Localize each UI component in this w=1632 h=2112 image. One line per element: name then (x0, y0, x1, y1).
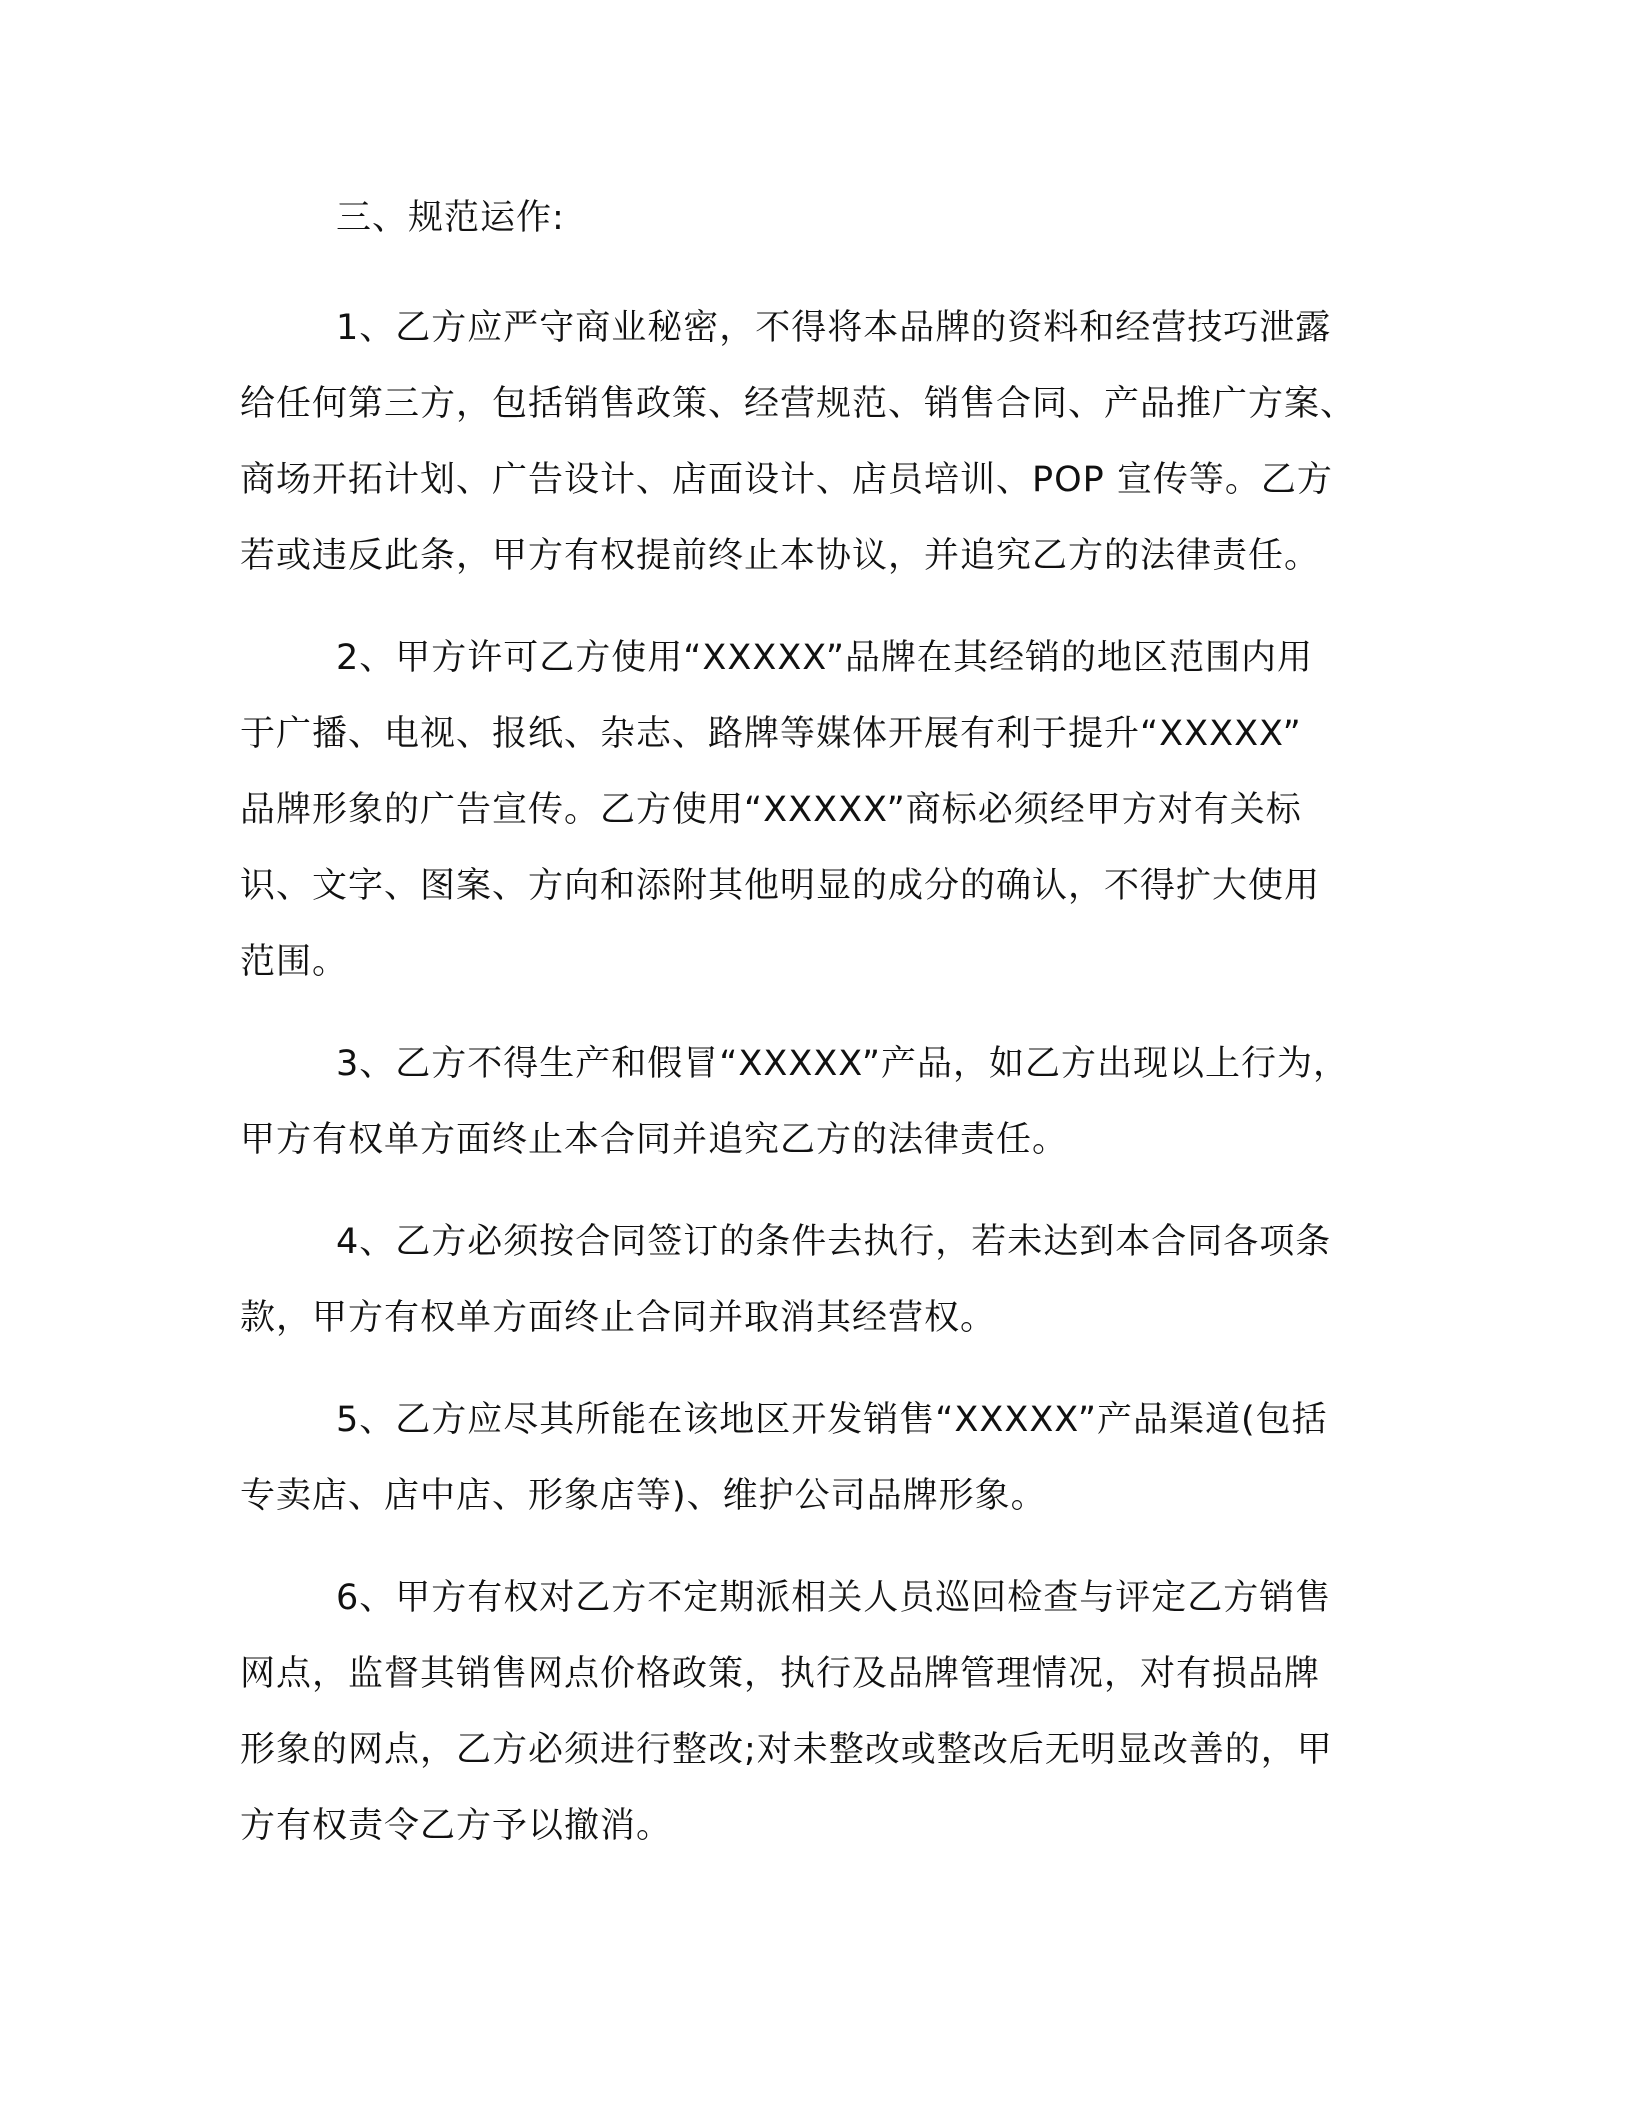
document-page (240, 188, 1400, 1890)
paragraph-6 (240, 1560, 1400, 1864)
paragraph-1 (240, 290, 1400, 594)
paragraph-line: 2、甲方许可乙方使用“XXXXX”品牌在其经销的地区范围内用 (336, 638, 1314, 678)
paragraph-line: 6、甲方有权对乙方不定期派相关人员巡回检查与评定乙方销售 (336, 1578, 1332, 1618)
paragraph-line: 方有权责令乙方予以撤消。 (240, 1806, 673, 1846)
paragraph-line: 于广播、电视、报纸、杂志、路牌等媒体开展有利于提升“XXXXX” (240, 714, 1302, 754)
paragraph-2 (240, 620, 1400, 1000)
paragraph-list (240, 290, 1400, 1864)
paragraph-line: 甲方有权单方面终止本合同并追究乙方的法律责任。 (240, 1120, 1069, 1160)
paragraph-line: 1、乙方应严守商业秘密，不得将本品牌的资料和经营技巧泄露 (336, 308, 1332, 348)
paragraph-line: 专卖店、店中店、形象店等)、维护公司品牌形象。 (240, 1476, 1047, 1516)
paragraph-line: 3、乙方不得生产和假冒“XXXXX”产品，如乙方出现以上行为， (336, 1044, 1350, 1084)
paragraph-line: 4、乙方必须按合同签订的条件去执行，若未达到本合同各项条 (336, 1222, 1332, 1262)
paragraph-4 (240, 1204, 1400, 1356)
paragraph-line: 范围。 (240, 942, 349, 982)
paragraph-5 (240, 1382, 1400, 1534)
section-heading: 三、规范运作: (336, 198, 565, 238)
paragraph-line: 商场开拓计划、广告设计、店面设计、店员培训、POP 宣传等。乙方 (240, 460, 1333, 500)
paragraph-line: 形象的网点，乙方必须进行整改;对未整改或整改后无明显改善的，甲 (240, 1730, 1333, 1770)
paragraph-line: 品牌形象的广告宣传。乙方使用“XXXXX”商标必须经甲方对有关标 (240, 790, 1302, 830)
paragraph-line: 若或违反此条，甲方有权提前终止本协议，并追究乙方的法律责任。 (240, 536, 1321, 576)
paragraph-line: 网点，监督其销售网点价格政策，执行及品牌管理情况，对有损品牌 (240, 1654, 1321, 1694)
paragraph-3 (240, 1026, 1400, 1178)
paragraph-line: 识、文字、图案、方向和添附其他明显的成分的确认，不得扩大使用 (240, 866, 1321, 906)
paragraph-line: 5、乙方应尽其所能在该地区开发销售“XXXXX”产品渠道(包括 (336, 1400, 1328, 1440)
paragraph-line: 给任何第三方，包括销售政策、经营规范、销售合同、产品推广方案、 (240, 384, 1357, 424)
paragraph-line: 款，甲方有权单方面终止合同并取消其经营权。 (240, 1298, 997, 1338)
